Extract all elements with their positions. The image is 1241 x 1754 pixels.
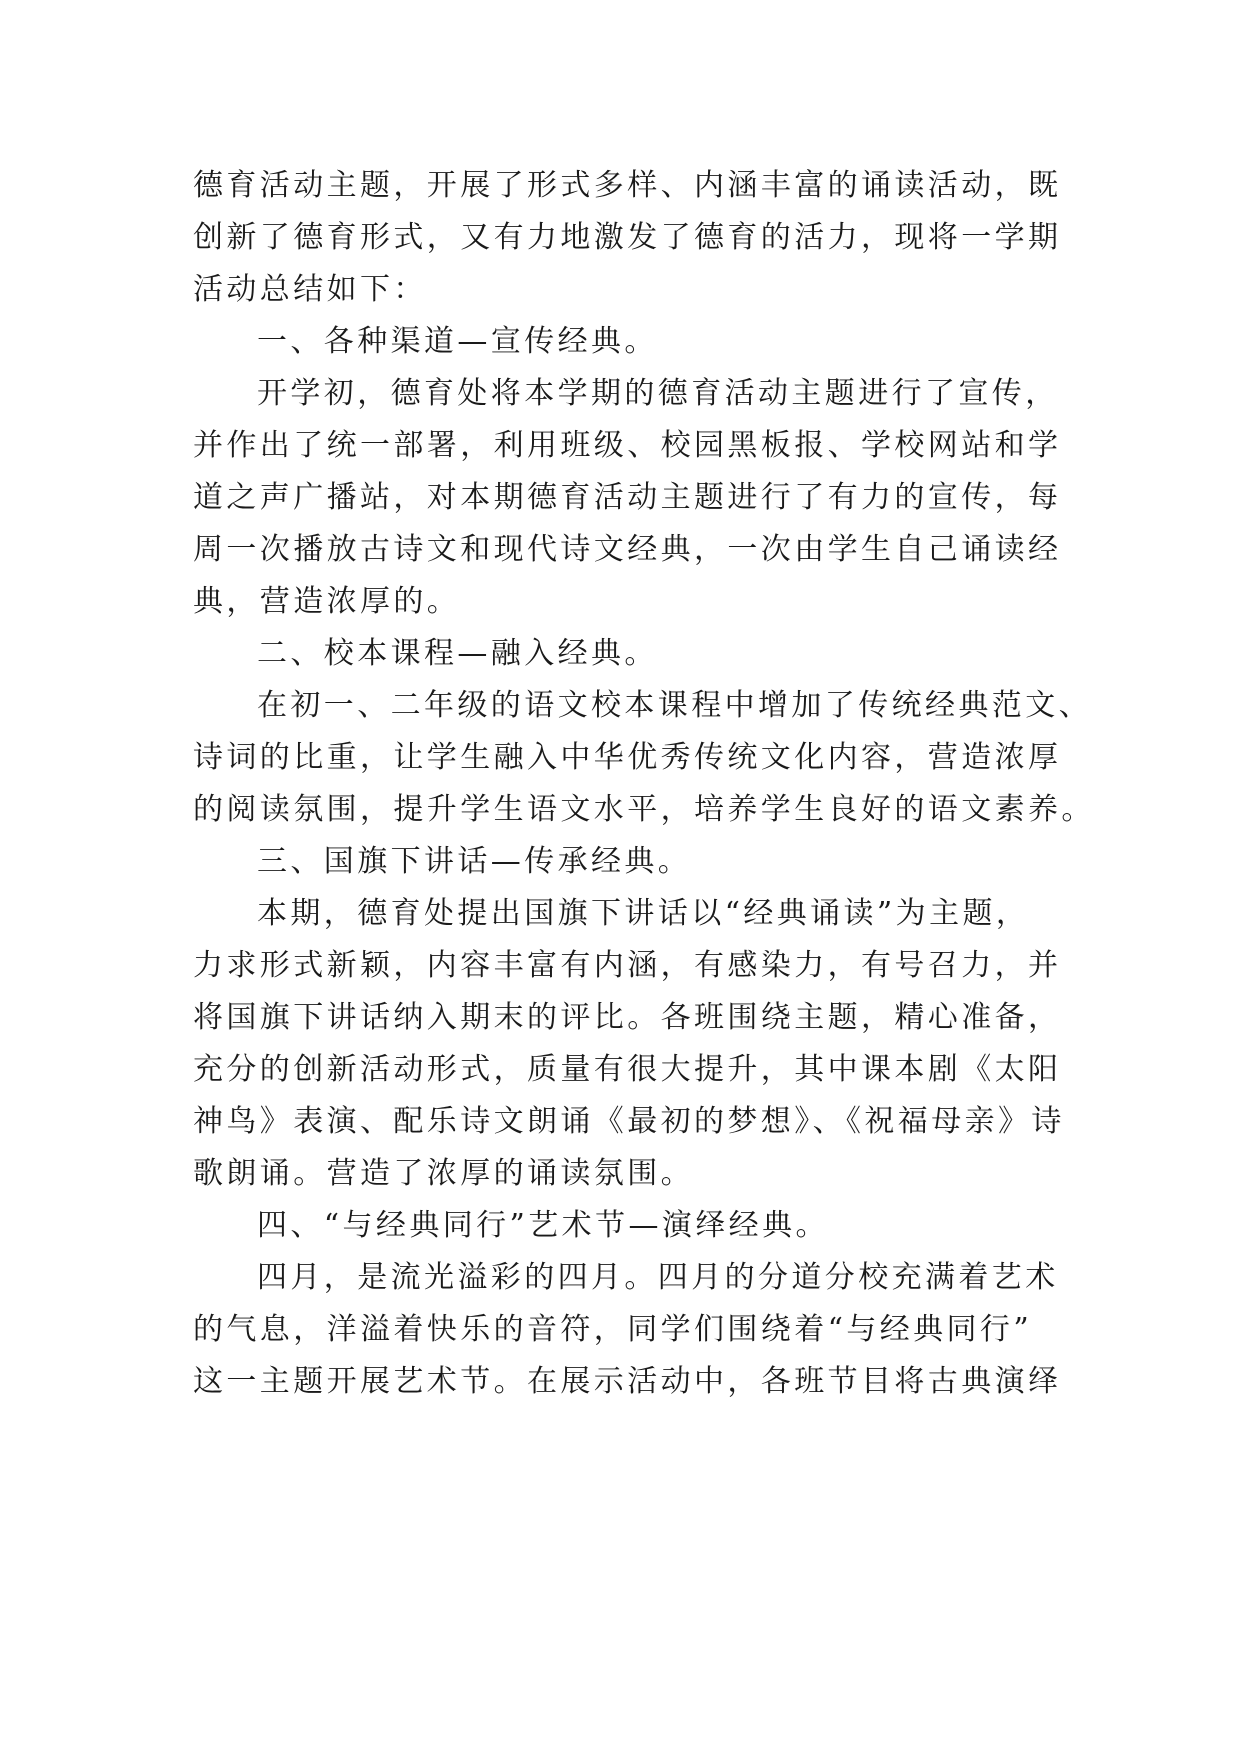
section-heading: 四、“与经典同行”艺术节—演绎经典。 — [257, 1208, 829, 1243]
paragraph-line: 神鸟》表演、配乐诗文朗诵《最初的梦想》、《祝福母亲》诗 — [193, 1104, 1065, 1139]
section-heading: 三、国旗下讲话—传承经典。 — [257, 844, 692, 879]
paragraph-line: 将国旗下讲话纳入期末的评比。各班围绕主题，精心准备， — [193, 1000, 1062, 1035]
paragraph-line: 典，营造浓厚的。 — [193, 584, 461, 619]
paragraph-line: 在初一、二年级的语文校本课程中增加了传统经典范文、 — [257, 688, 1092, 723]
paragraph-line: 歌朗诵。营造了浓厚的诵读氛围。 — [193, 1156, 694, 1191]
paragraph-line: 四月，是流光溢彩的四月。四月的分道分校充满着艺术 — [257, 1260, 1059, 1295]
paragraph-line: 创新了德育形式，又有力地激发了德育的活力，现将一学期 — [193, 220, 1062, 255]
paragraph-line: 开学初，德育处将本学期的德育活动主题进行了宣传， — [257, 376, 1059, 411]
paragraph-line: 活动总结如下： — [193, 272, 427, 307]
paragraph-line: 道之声广播站，对本期德育活动主题进行了有力的宣传，每 — [193, 480, 1062, 515]
section-heading: 一、各种渠道—宣传经典。 — [257, 324, 658, 359]
paragraph-line: 周一次播放古诗文和现代诗文经典，一次由学生自己诵读经 — [193, 532, 1062, 567]
paragraph-line: 的阅读氛围，提升学生语文水平，培养学生良好的语文素养。 — [193, 792, 1095, 827]
section-heading: 二、校本课程—融入经典。 — [257, 636, 658, 671]
paragraph-line: 的气息，洋溢着快乐的音符，同学们围绕着“与经典同行” — [193, 1312, 1033, 1347]
paragraph-line: 这一主题开展艺术节。在展示活动中，各班节目将古典演绎 — [193, 1364, 1062, 1399]
paragraph-line: 充分的创新活动形式，质量有很大提升，其中课本剧《太阳 — [193, 1052, 1062, 1087]
paragraph-line: 诗词的比重，让学生融入中华优秀传统文化内容，营造浓厚 — [193, 740, 1062, 775]
paragraph-line: 本期，德育处提出国旗下讲话以“经典诵读”为主题， — [257, 896, 1030, 931]
document-body — [193, 160, 1095, 1408]
paragraph-line: 并作出了统一部署，利用班级、校园黑板报、学校网站和学 — [193, 428, 1062, 463]
paragraph-line: 力求形式新颖，内容丰富有内涵，有感染力，有号召力，并 — [193, 948, 1062, 983]
paragraph-line: 德育活动主题，开展了形式多样、内涵丰富的诵读活动，既 — [193, 168, 1062, 203]
